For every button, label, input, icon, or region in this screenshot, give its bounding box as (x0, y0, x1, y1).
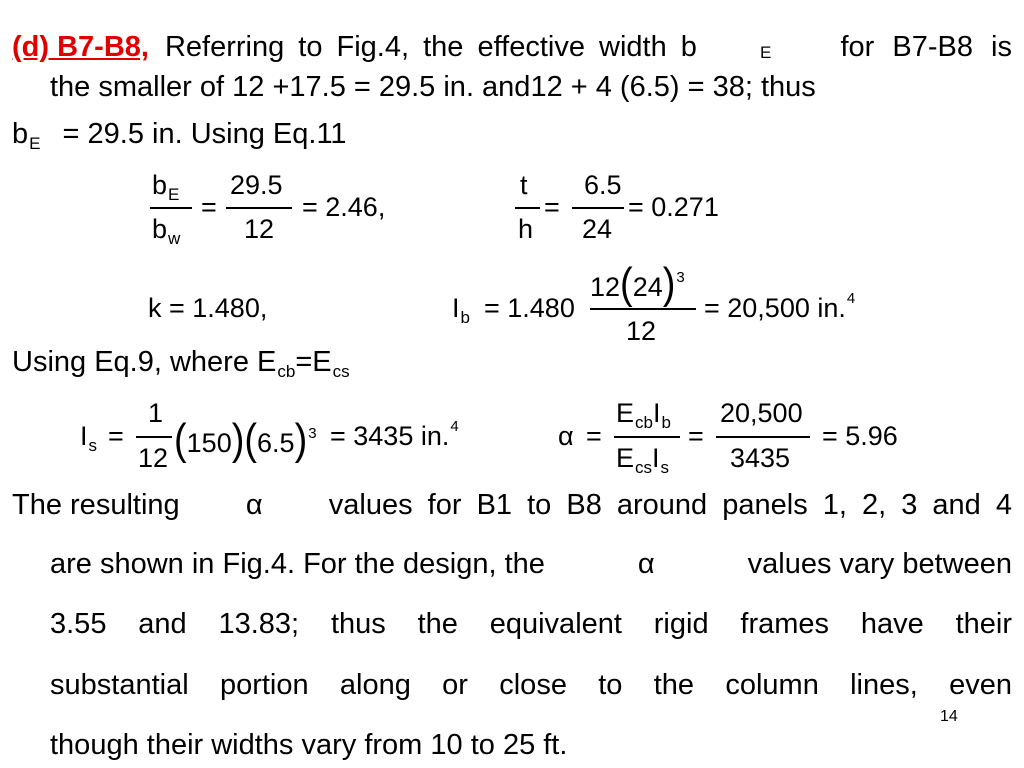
eq6-lhs: α (558, 421, 574, 451)
eq1-result: = 2.46, (302, 192, 386, 222)
eq4-coef: = 1.480 (484, 293, 575, 323)
eq4-num-a: 12 (590, 272, 621, 302)
eq6-den-E: E (616, 443, 635, 473)
para-line-5: though their widths vary from 10 to 25 ft. (50, 729, 568, 761)
intro-line-2: the smaller of 12 +17.5 = 29.5 in. and12 + 4 (6.5) = 38; thus (50, 71, 816, 103)
intro-post: for B7-B8 is (840, 31, 1012, 63)
be-text: = 29.5 in. Using Eq.11 (62, 118, 347, 150)
eq4-den: 12 (626, 316, 657, 346)
eq6-den-Isub: s (660, 458, 670, 477)
eq5-den: 12 (138, 443, 169, 473)
para-line-3: 3.55 and 13.83; thus the equivalent rigid frames have their (50, 608, 1012, 640)
para-l2-b: values vary between (747, 548, 1012, 580)
eq1-num-b (152, 170, 179, 204)
eq5-rparen-1: ) (231, 415, 245, 465)
eq1-frac-bar-1 (150, 207, 192, 209)
eq4-result-exp: 4 (846, 290, 856, 307)
eq5-equals: = (108, 421, 124, 451)
eq2-num2: 6.5 (584, 170, 622, 200)
eq6-num (616, 398, 671, 432)
eq1-den2: 12 (244, 214, 275, 244)
eq9-line (12, 345, 350, 383)
eq6-equals: = (586, 421, 602, 451)
para-line-4: substantial portion along or close to the column lines, even (50, 669, 1012, 701)
eq6-num-Esub: cb (635, 413, 653, 432)
para-line-1 (12, 488, 1012, 522)
para-l1-a: The resulting (12, 489, 180, 521)
eq5-b: 6.5 (257, 428, 295, 458)
eq4-num (590, 259, 685, 309)
para-alpha-1: α (245, 489, 263, 521)
intro-sub: E (760, 43, 772, 62)
eq2-equals: = (544, 192, 560, 222)
para-l2-a: are shown in Fig.4. For the design, the (50, 548, 545, 580)
intro-pre: Referring to Fig.4, the effective width b (164, 31, 697, 63)
eq5-lhs (80, 421, 97, 455)
eq4-result (704, 290, 856, 328)
eq1-num-sub: E (168, 185, 180, 204)
be-b: b (12, 118, 29, 150)
eq5-lhs-sub: s (88, 436, 98, 455)
intro-line-1 (12, 30, 1012, 64)
be-sub: E (29, 134, 41, 153)
eq5-lparen-2: ( (244, 415, 258, 465)
eq9-pre: Using Eq.9, where E (12, 346, 277, 378)
eq4-lhs-letter: I (452, 293, 460, 323)
eq4-lhs-sub: b (460, 308, 470, 327)
eq4-lparen: ( (620, 259, 633, 309)
eq6-num-I: I (652, 398, 661, 428)
eq1-den-b (152, 214, 180, 248)
eq5-lparen-1: ( (174, 415, 187, 465)
eq5-product (174, 415, 317, 465)
eq5-result (330, 418, 459, 456)
eq6-den-I: I (652, 443, 660, 473)
eq2-frac-bar-1 (515, 207, 540, 209)
eq1-frac-bar-2 (226, 207, 292, 209)
eq5-num: 1 (148, 398, 164, 428)
eq3: k = 1.480, (148, 293, 268, 323)
eq4-result-text: = 20,500 in. (704, 293, 846, 323)
para-alpha-2: α (637, 548, 655, 580)
eq5-lhs-letter: I (80, 421, 88, 451)
eq4-lhs (452, 293, 470, 327)
eq2-den2: 24 (582, 214, 613, 244)
eq6-den-Esub: cs (635, 458, 653, 477)
para-line-2 (50, 547, 1012, 581)
eq6-equals-2: = (688, 421, 704, 451)
eq6-num-E: E (616, 398, 635, 428)
eq6-result: = 5.96 (822, 421, 898, 451)
eq4-frac-bar (590, 308, 696, 310)
eq2-result: = 0.271 (628, 192, 719, 222)
eq6-frac-bar-1 (614, 436, 680, 438)
eq2-num: t (520, 170, 528, 200)
eq9-sub2: cs (332, 362, 350, 381)
section-label: (d) B7-B8, (12, 31, 149, 63)
intro-line-3 (12, 117, 347, 155)
eq6-num2: 20,500 (720, 398, 803, 428)
eq2-den: h (518, 214, 534, 244)
eq1-den-sub: w (168, 229, 181, 248)
eq6-frac-bar-2 (716, 436, 810, 438)
page-number: 14 (940, 708, 958, 725)
eq4-num-exp: 3 (676, 269, 685, 286)
eq9-mid: =E (295, 346, 332, 378)
eq6-den (616, 443, 669, 477)
eq5-a: 150 (186, 428, 232, 458)
eq1-num2: 29.5 (230, 170, 283, 200)
eq6-num-Isub: b (661, 413, 671, 432)
eq5-frac-bar (136, 436, 172, 438)
eq1-den-b-letter: b (152, 214, 168, 244)
eq5-result-exp: 4 (450, 418, 459, 435)
eq2-frac-bar-2 (572, 207, 624, 209)
eq5-result-text: = 3435 in. (330, 421, 450, 451)
eq6-den2: 3435 (730, 443, 791, 473)
eq4-rparen: ) (662, 259, 676, 309)
eq4-num-b: 24 (632, 272, 663, 302)
eq5-exp: 3 (308, 425, 317, 442)
intro-text-1 (165, 30, 1012, 64)
para-l1-b: values for B1 to B8 around panels 1, 2, 3 and 4 (328, 489, 1012, 521)
eq9-sub1: cb (277, 362, 296, 381)
eq1-num-b-letter: b (152, 170, 168, 200)
eq5-rparen-2: ) (294, 415, 308, 465)
eq1-equals: = (201, 192, 217, 222)
